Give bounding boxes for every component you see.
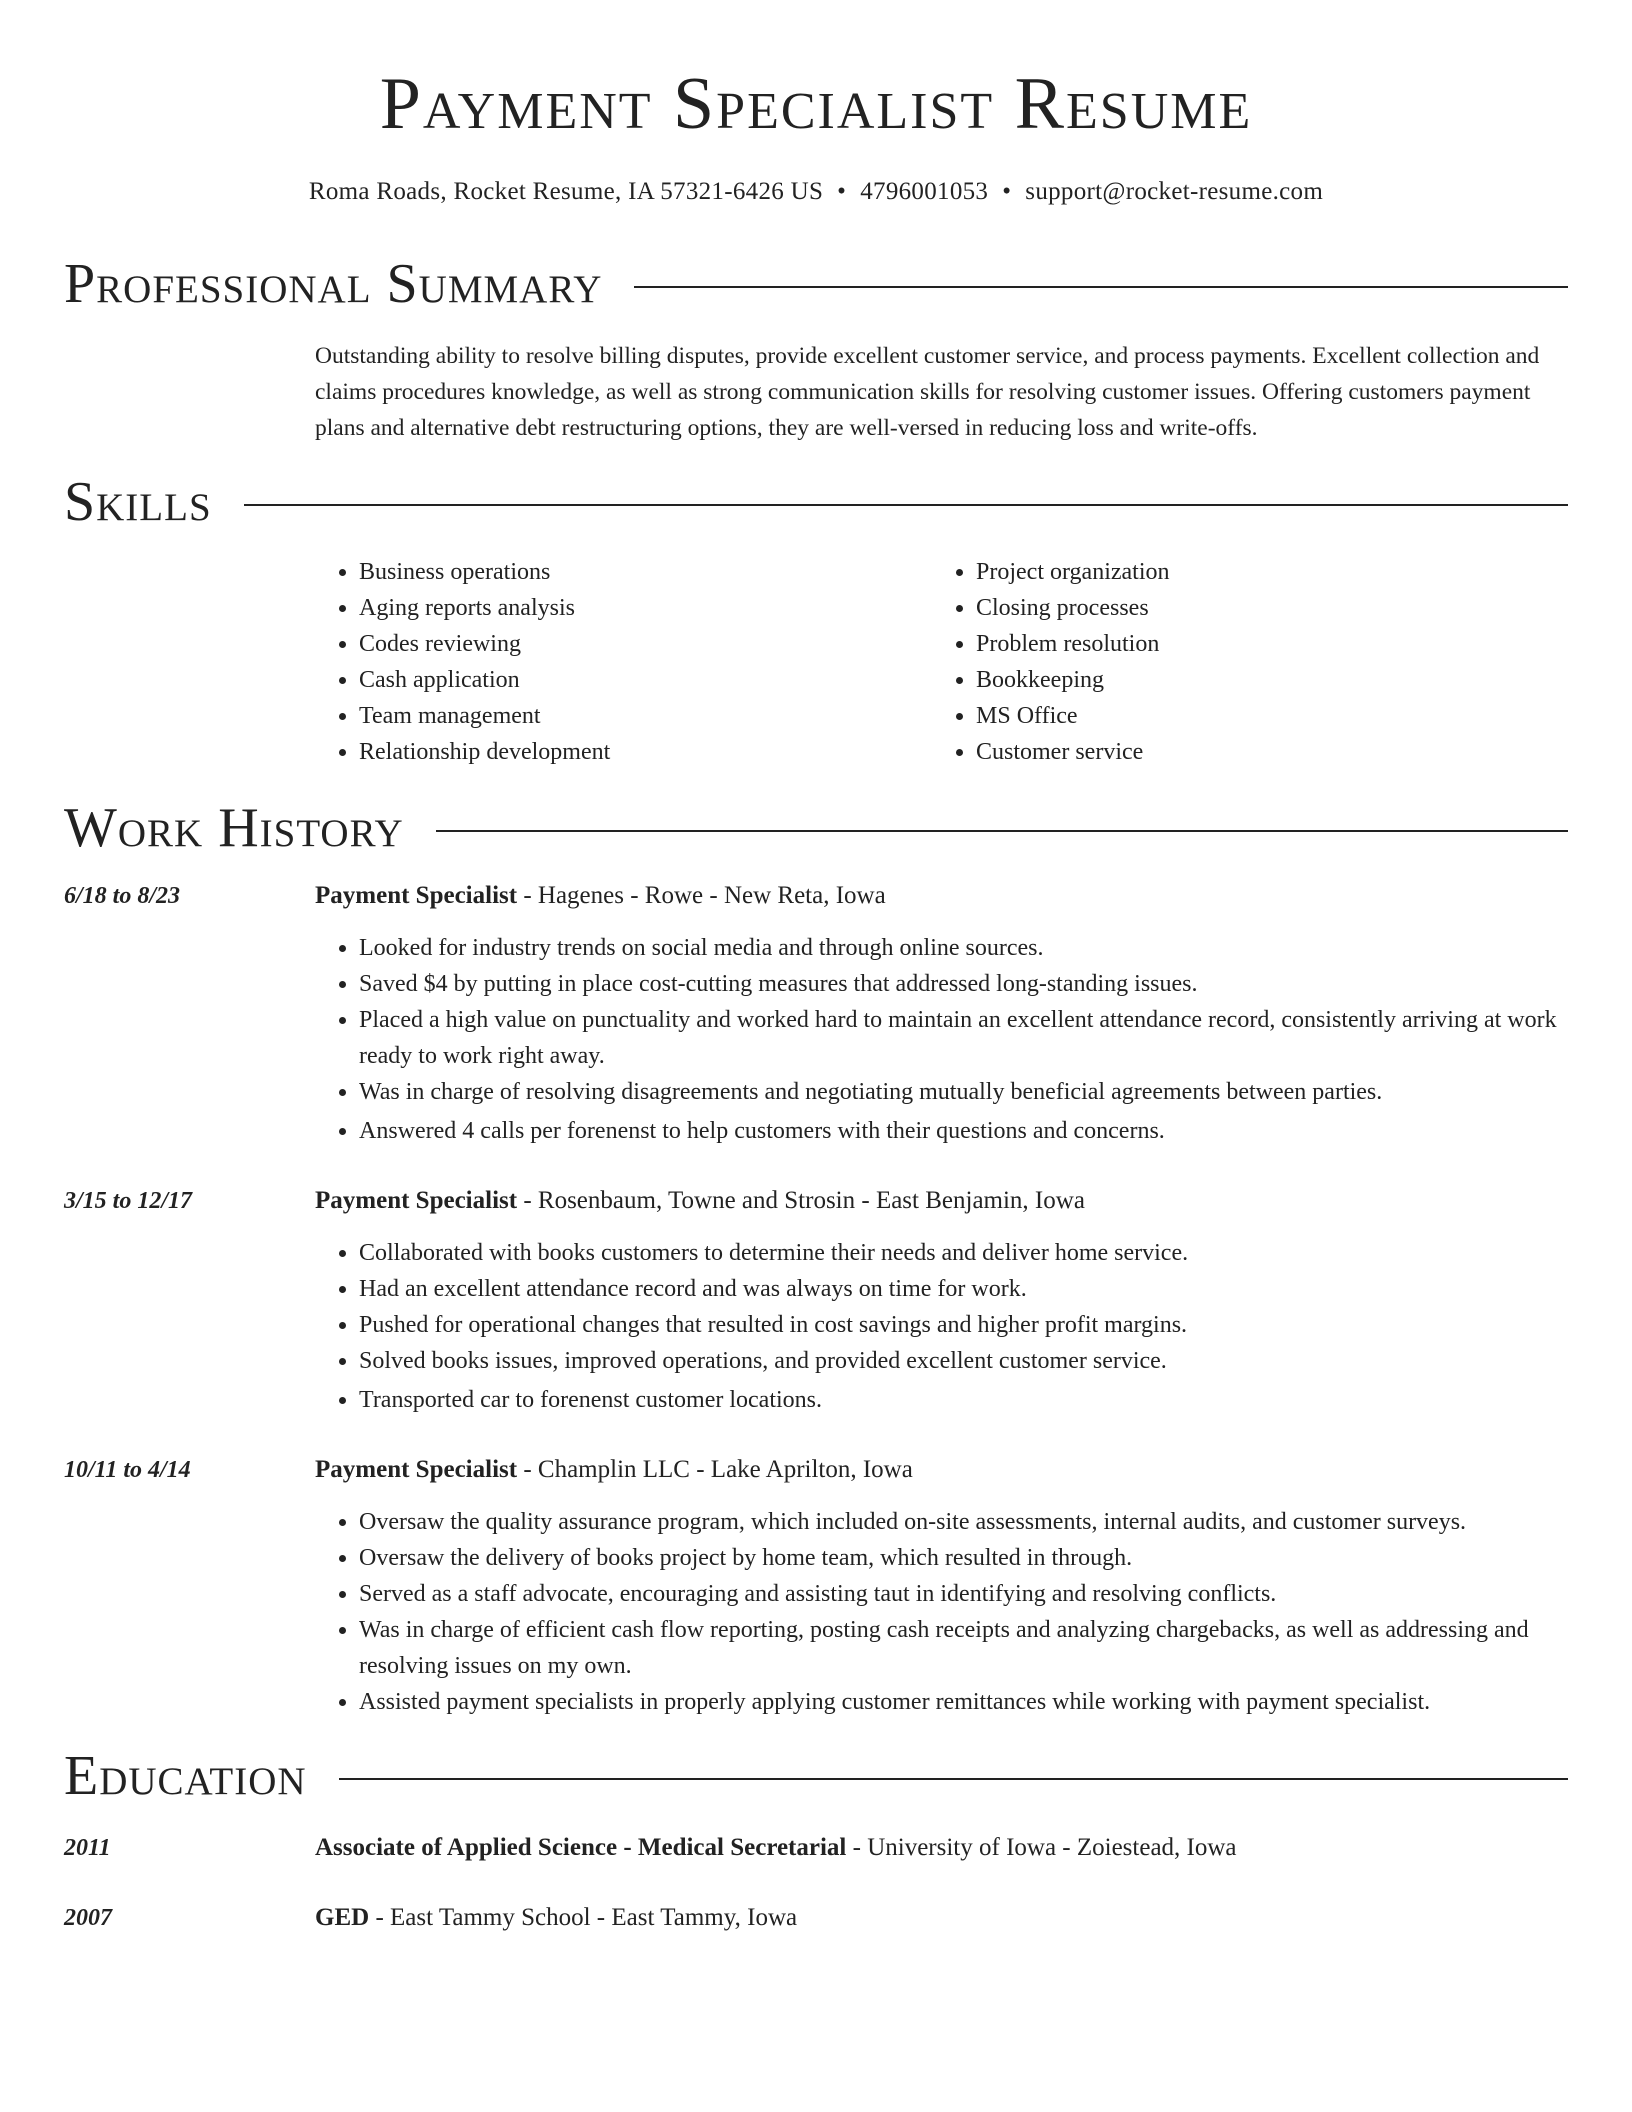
contact-separator: • bbox=[837, 178, 847, 205]
job-bullet: • Answered 4 calls per forenenst to help customers with their questions and concerns. bbox=[359, 1113, 1568, 1149]
job-details: - Hagenes - Rowe - New Reta, Iowa bbox=[517, 882, 886, 909]
job-title: Payment Specialist bbox=[315, 882, 518, 909]
summary-section bbox=[64, 252, 1568, 446]
education-details: - University of Iowa - Zoiestead, Iowa bbox=[846, 1834, 1237, 1861]
job-bullet: • Oversaw the delivery of books project by home team, which resulted in through. bbox=[359, 1540, 1568, 1576]
job-details: - Champlin LLC - Lake Aprilton, Iowa bbox=[517, 1456, 913, 1483]
job-entry bbox=[64, 878, 1568, 1149]
education-entry bbox=[64, 1830, 1568, 1866]
job-bullet: • Pushed for operational changes that resulted in cost savings and higher profit margins. bbox=[359, 1307, 1568, 1343]
skill-item: • Customer service bbox=[976, 734, 1568, 770]
job-heading bbox=[315, 878, 886, 914]
summary-text: Outstanding ability to resolve billing disputes, provide excellent customer service, and process payments. Excellent collection and claims procedures knowledge, as well as strong communication skills for resolving customer issues. Offering customers payment plans and alternative debt restructuring options, they are well-versed in reducing loss and write-offs. bbox=[315, 343, 1540, 441]
section-header bbox=[64, 252, 1568, 316]
job-bullet: • Had an excellent attendance record and was always on time for work. bbox=[359, 1271, 1568, 1307]
section-divider bbox=[436, 830, 1568, 832]
education-details: - East Tammy School - East Tammy, Iowa bbox=[369, 1904, 798, 1931]
job-bullet: • Looked for industry trends on social media and through online sources. bbox=[359, 930, 1568, 966]
job-bullet: • Solved books issues, improved operations, and provided excellent customer service. bbox=[359, 1343, 1568, 1379]
work-history-heading: Work History bbox=[64, 797, 404, 859]
skill-item: • Closing processes bbox=[976, 590, 1568, 626]
job-dates: 6/18 to 8/23 bbox=[64, 883, 181, 909]
education-entry bbox=[64, 1900, 1568, 1936]
skills-column-left bbox=[315, 554, 932, 770]
skill-item: • Aging reports analysis bbox=[359, 590, 932, 626]
job-dates: 10/11 to 4/14 bbox=[64, 1457, 191, 1483]
job-entry bbox=[64, 1452, 1568, 1720]
skills-section bbox=[64, 470, 1568, 770]
job-bullet: • Was in charge of resolving disagreements and negotiating mutually beneficial agreements between parties. bbox=[359, 1074, 1568, 1110]
contact-phone: 4796001053 bbox=[860, 178, 989, 205]
contact-email: support@rocket-resume.com bbox=[1025, 178, 1324, 205]
education-heading: Education bbox=[64, 1745, 307, 1807]
job-bullet: • Assisted payment specialists in properly applying customer remittances while working with payment specialist. bbox=[359, 1684, 1568, 1720]
skill-item: • Team management bbox=[359, 698, 932, 734]
skills-column-right bbox=[932, 554, 1568, 770]
job-dates: 3/15 to 12/17 bbox=[64, 1188, 193, 1214]
skill-item: • Problem resolution bbox=[976, 626, 1568, 662]
contact-address: Roma Roads, Rocket Resume, IA 57321-6426 US bbox=[308, 178, 824, 205]
section-divider bbox=[339, 1778, 1568, 1780]
work-history-section bbox=[64, 796, 1568, 1720]
skills-heading: Skills bbox=[64, 471, 212, 533]
education-year: 2011 bbox=[64, 1835, 111, 1861]
job-bullet: • Saved $4 by putting in place cost-cutting measures that addressed long-standing issues. bbox=[359, 966, 1568, 1002]
job-bullet: • Was in charge of efficient cash flow reporting, posting cash receipts and analyzing chargebacks, as well as addressing and resolving issues on my own. bbox=[359, 1612, 1568, 1684]
section-divider bbox=[244, 504, 1568, 506]
job-bullets bbox=[64, 930, 1568, 1149]
skill-item: • Relationship development bbox=[359, 734, 932, 770]
education-heading-line bbox=[315, 1830, 1237, 1866]
skills-grid bbox=[64, 554, 1568, 770]
job-bullet: • Oversaw the quality assurance program, which included on-site assessments, internal audits, and customer surveys. bbox=[359, 1504, 1568, 1540]
skill-item: • Business operations bbox=[359, 554, 932, 590]
education-year: 2007 bbox=[64, 1905, 112, 1931]
job-title: Payment Specialist bbox=[315, 1187, 518, 1214]
job-details: - Rosenbaum, Towne and Strosin - East Benjamin, Iowa bbox=[517, 1187, 1085, 1214]
job-bullet: • Transported car to forenenst customer locations. bbox=[359, 1382, 1568, 1418]
education-heading-line bbox=[315, 1900, 797, 1936]
contact-separator: • bbox=[1002, 178, 1012, 205]
summary-heading: Professional Summary bbox=[64, 253, 603, 315]
job-heading bbox=[315, 1183, 1085, 1219]
education-degree: GED bbox=[315, 1904, 370, 1931]
section-header bbox=[64, 470, 1568, 534]
resume-title: Payment Specialist Resume bbox=[379, 63, 1253, 145]
skill-item: • Cash application bbox=[359, 662, 932, 698]
job-bullets bbox=[64, 1504, 1568, 1720]
job-bullets bbox=[64, 1235, 1568, 1418]
skill-item: • Codes reviewing bbox=[359, 626, 932, 662]
job-heading bbox=[315, 1452, 913, 1488]
skill-item: • MS Office bbox=[976, 698, 1568, 734]
job-title: Payment Specialist bbox=[315, 1456, 518, 1483]
skill-item: • Bookkeeping bbox=[976, 662, 1568, 698]
job-bullet: • Placed a high value on punctuality and worked hard to maintain an excellent attendance record, consistently arriving at work ready to work right away. bbox=[359, 1002, 1568, 1074]
job-bullet: • Served as a staff advocate, encouraging and assisting taut in identifying and resolving conflicts. bbox=[359, 1576, 1568, 1612]
job-entry bbox=[64, 1183, 1568, 1418]
education-degree: Associate of Applied Science - Medical Secretarial bbox=[315, 1834, 847, 1861]
skill-item: • Project organization bbox=[976, 554, 1568, 590]
education-section bbox=[64, 1744, 1568, 1936]
contact-line bbox=[64, 176, 1568, 208]
section-header bbox=[64, 796, 1568, 860]
section-divider bbox=[634, 286, 1568, 288]
section-header bbox=[64, 1744, 1568, 1808]
job-bullet: • Collaborated with books customers to determine their needs and deliver home service. bbox=[359, 1235, 1568, 1271]
